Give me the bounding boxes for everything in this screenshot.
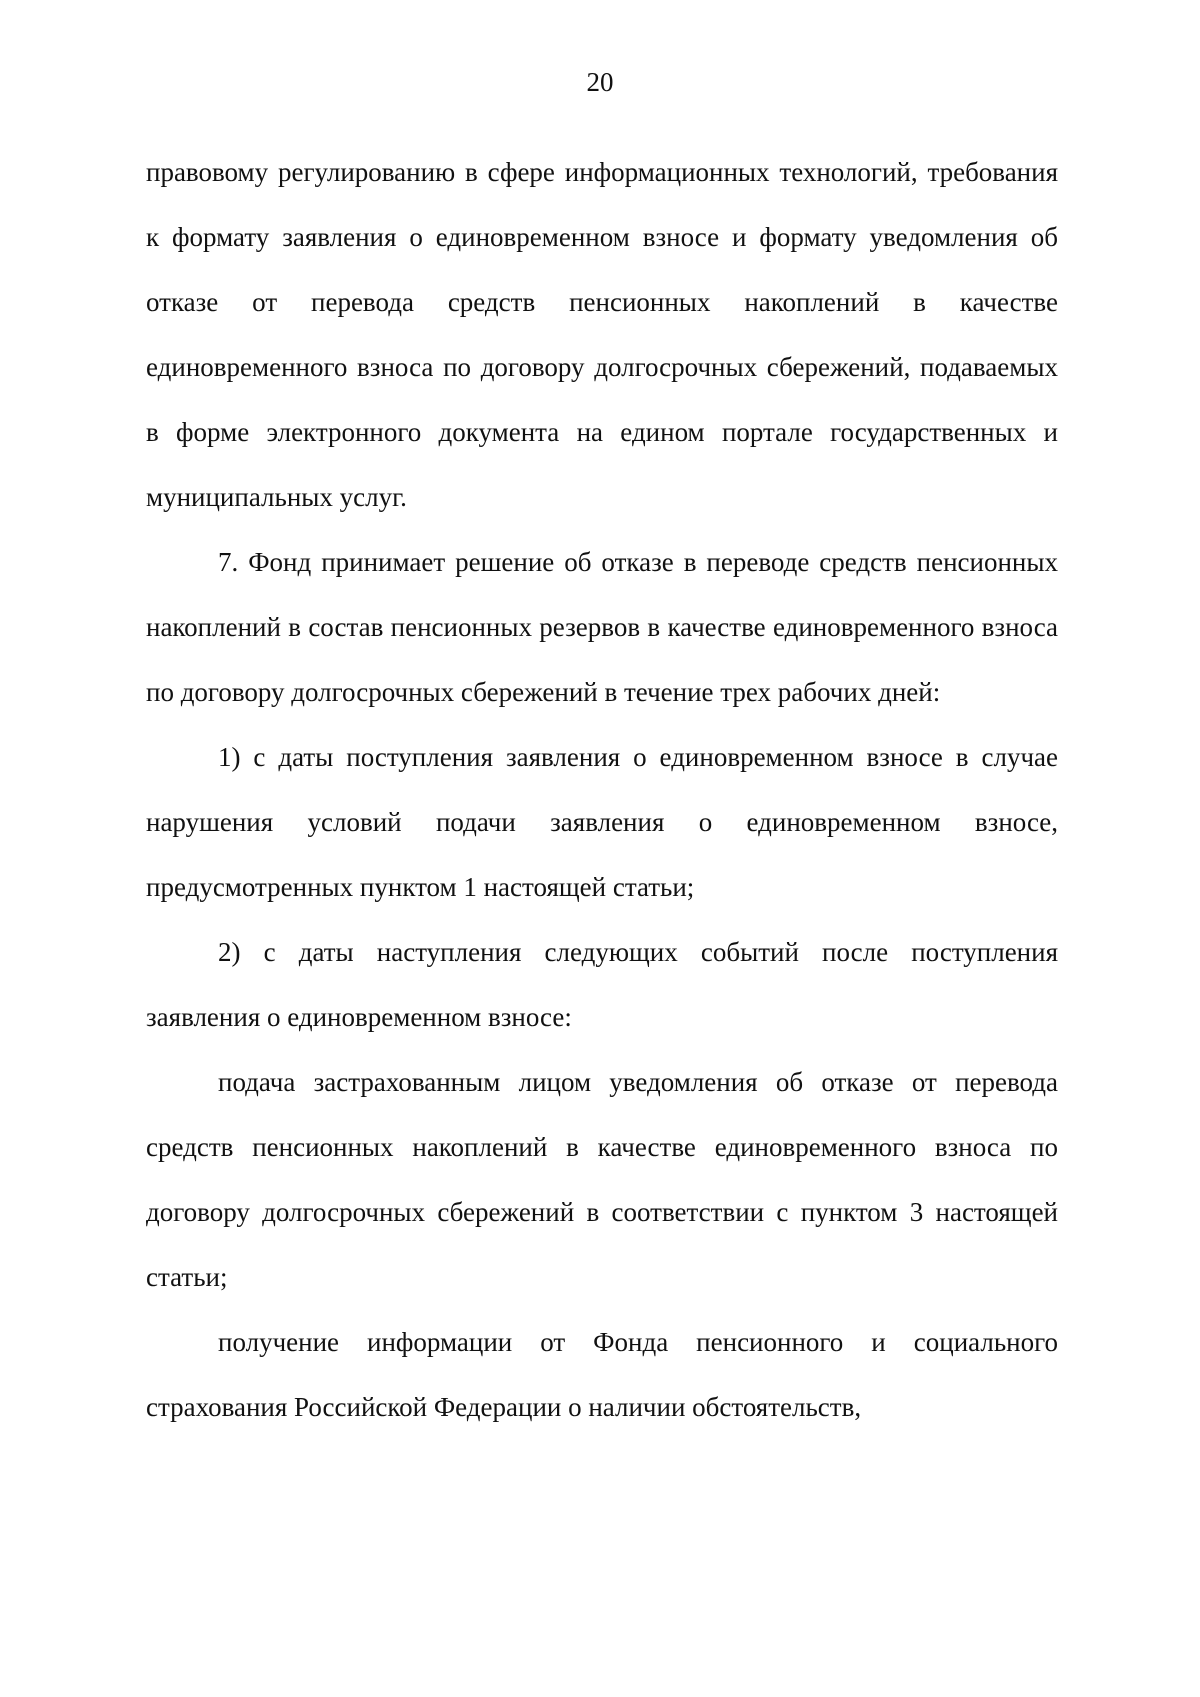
paragraph-event-notice: подача застрахованным лицом уведомления об отказе от перевода средств пенсионных накоплений в качестве единовременного взноса по договору долгосрочных сбережений в соответствии с пунктом 3 настоящей статьи;: [146, 1067, 1058, 1292]
paragraph-continuation: правовому регулированию в сфере информационных технологий, требования к формату заявления о единовременном взносе и формату уведомления об отказе от перевода средств пенсионных накоплений в качестве единовременного взноса по договору долгосрочных сбережений, подаваемых в форме электронного документа на едином портале государственных и муниципальных услуг.: [146, 157, 1058, 512]
document-body: [146, 140, 1058, 1440]
paragraph-subitem-2: 2) с даты наступления следующих событий после поступления заявления о единовременном взносе:: [146, 937, 1058, 1032]
page-number: 20: [586, 67, 614, 97]
paragraph-item-7: 7. Фонд принимает решение об отказе в переводе средств пенсионных накоплений в состав пенсионных резервов в качестве единовременного взноса по договору долгосрочных сбережений в течение трех рабочих дней:: [146, 547, 1058, 707]
paragraph-event-info: получение информации от Фонда пенсионного и социального страхования Российской Федерации о наличии обстоятельств,: [146, 1327, 1058, 1422]
paragraph-subitem-1: 1) с даты поступления заявления о единовременном взносе в случае нарушения условий подачи заявления о единовременном взносе, предусмотренных пунктом 1 настоящей статьи;: [146, 742, 1058, 902]
